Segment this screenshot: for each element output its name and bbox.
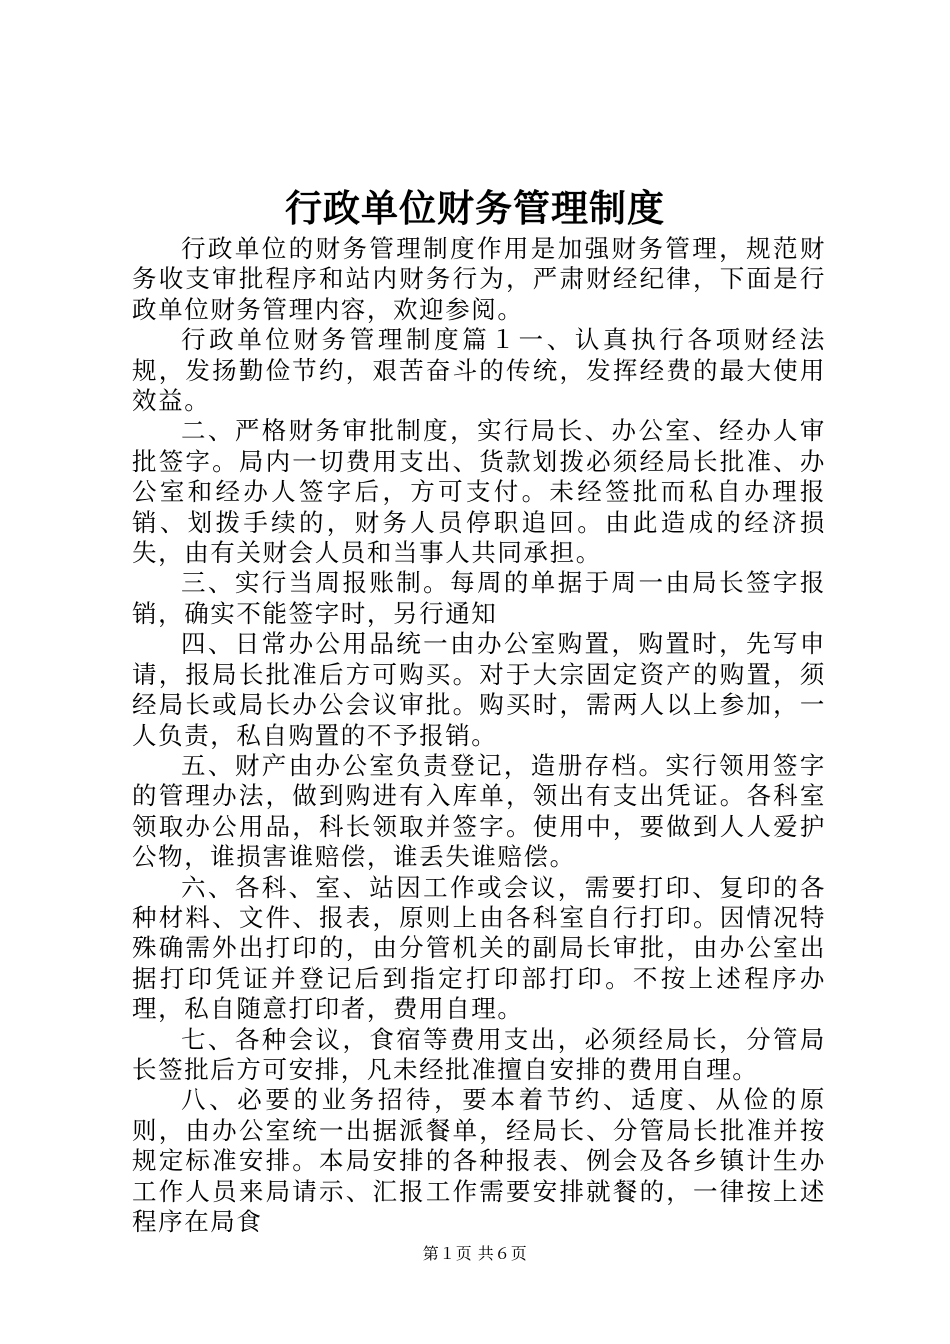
document-body: [132, 234, 826, 1237]
document-title: 行政单位财务管理制度: [285, 186, 665, 230]
paragraph-item-2: 二、严格财务审批制度，实行局长、办公室、经办人审批签字。局内一切费用支出、货款划拨必须经局长批准、办公室和经办人签字后，方可支付。未经签批而私自办理报销、划拨手续的，财务人员停职追回。由此造成的经济损失，由有关财会人员和当事人共同承担。: [132, 416, 826, 568]
paragraph-item-7: 七、各种会议，食宿等费用支出，必须经局长，分管局长签批后方可安排，凡未经批准擅自安排的费用自理。: [132, 1024, 826, 1084]
paragraph-item-3: 三、实行当周报账制。每周的单据于周一由局长签字报销，确实不能签字时，另行通知: [132, 568, 826, 628]
paragraph-item-6: 六、各科、室、站因工作或会议，需要打印、复印的各种材料、文件、报表，原则上由各科室自行打印。因情况特殊确需外出打印的，由分管机关的副局长审批，由办公室出据打印凭证并登记后到指定打印部打印。不按上述程序办理，私自随意打印者，费用自理。: [132, 872, 826, 1024]
paragraph-intro: 行政单位的财务管理制度作用是加强财务管理，规范财务收支审批程序和站内财务行为，严肃财经纪律，下面是行政单位财务管理内容，欢迎参阅。: [132, 234, 826, 324]
paragraph-item-1: 行政单位财务管理制度篇１一、认真执行各项财经法规，发扬勤俭节约，艰苦奋斗的传统，发挥经费的最大使用效益。: [132, 325, 826, 416]
paragraph-item-4: 四、日常办公用品统一由办公室购置，购置时，先写申请，报局长批准后方可购买。对于大宗固定资产的购置，须经局长或局长办公会议审批。购买时，需两人以上参加，一人负责，私自购置的不予报销。: [132, 629, 826, 750]
paragraph-item-5: 五、财产由办公室负责登记，造册存档。实行领用签字的管理办法，做到购进有入库单，领出有支出凭证。各科室领取办公用品，科长领取并签字。使用中，要做到人人爱护公物，谁损害谁赔偿，谁丢失谁赔偿。: [132, 750, 826, 872]
page-number-footer: 第１页 共６页: [422, 1244, 528, 1263]
paragraph-item-8: 八、必要的业务招待，要本着节约、适度、从俭的原则，由办公室统一出据派餐单，经局长、分管局长批准并按规定标准安排。本局安排的各种报表、例会及各乡镇计生办工作人员来局请示、汇报工作需要安排就餐的，一律按上述程序在局食: [132, 1085, 826, 1236]
